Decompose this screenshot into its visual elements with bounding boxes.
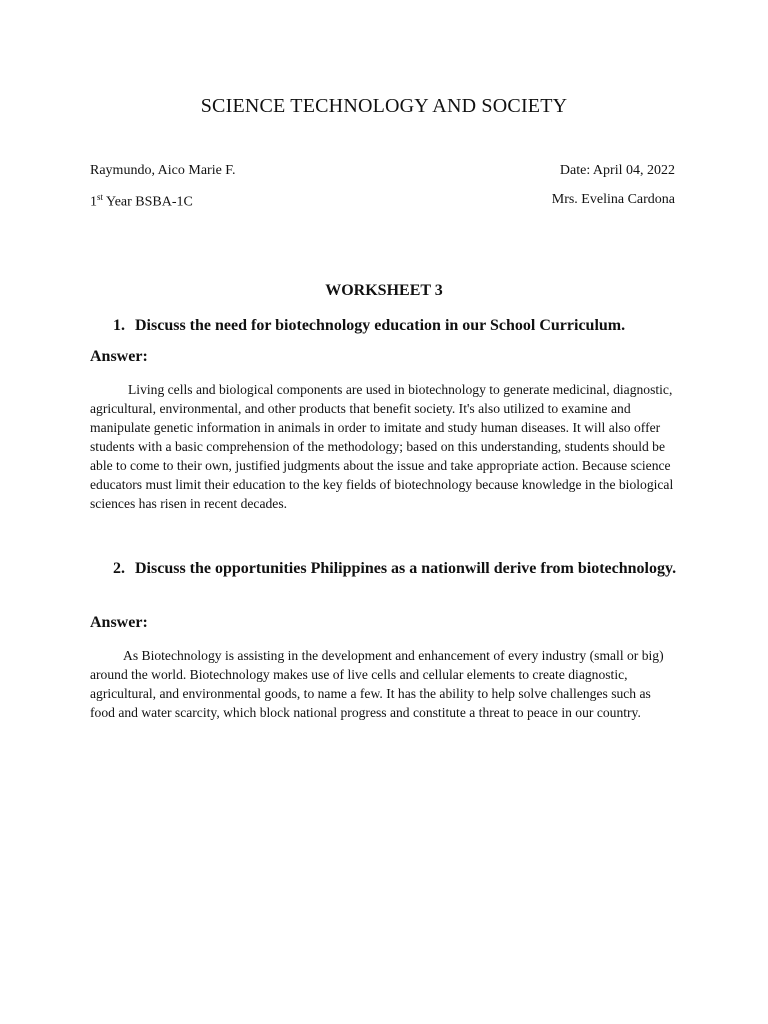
- answer-label: Answer:: [90, 348, 148, 365]
- page-title: SCIENCE TECHNOLOGY AND SOCIETY: [200, 95, 568, 117]
- year-number: 1: [90, 194, 97, 210]
- question-1: [113, 314, 693, 337]
- answer-paragraph: As Biotechnology is assisting in the development and enhancement of every industry (small or big) around the world. Biotechnology makes use of live cells and cellular elements to create diagnostic, agricultural, and environmental goods, to name a few. It has the ability to help solve challenges such as food and water scarcity, which block national progress and constitute a threat to peace in our country.: [90, 648, 664, 720]
- question-2: [113, 557, 693, 580]
- year-suffix: st: [97, 192, 104, 202]
- answer-paragraph: Living cells and biological components are used in biotechnology to generate medicinal, diagnostic, agricultural, environmental, and other products that benefit society. It's also utilized to examine and manipulate genetic information in animals in order to imitate and study human diseases. It will also offer students with a basic comprehension of the methodology; based on this understanding, students should be able to come to their own, justified judgments about the issue and take appropriate action. Because science educators must limit their education to the key fields of biotechnology because knowledge in the biological sciences has risen in recent decades.: [90, 382, 674, 511]
- header-row-1: [90, 163, 675, 179]
- question-number: 1.: [113, 317, 125, 334]
- question-number: 2.: [113, 560, 125, 577]
- worksheet-title: WORKSHEET 3: [325, 282, 443, 299]
- teacher-name: Mrs. Evelina Cardona: [551, 192, 675, 207]
- header-row-2: [90, 192, 675, 211]
- question-text: Discuss the opportunities Philippines as a nationwill derive from biotechnology.: [135, 560, 677, 577]
- year-section: [90, 192, 193, 211]
- question-text: Discuss the need for biotechnology education in our School Curriculum.: [135, 317, 626, 334]
- answer-label: Answer:: [90, 614, 148, 631]
- year-section-text: Year BSBA-1C: [103, 194, 193, 210]
- student-name: Raymundo, Aico Marie F.: [90, 163, 236, 178]
- date-text: Date: April 04, 2022: [559, 163, 675, 178]
